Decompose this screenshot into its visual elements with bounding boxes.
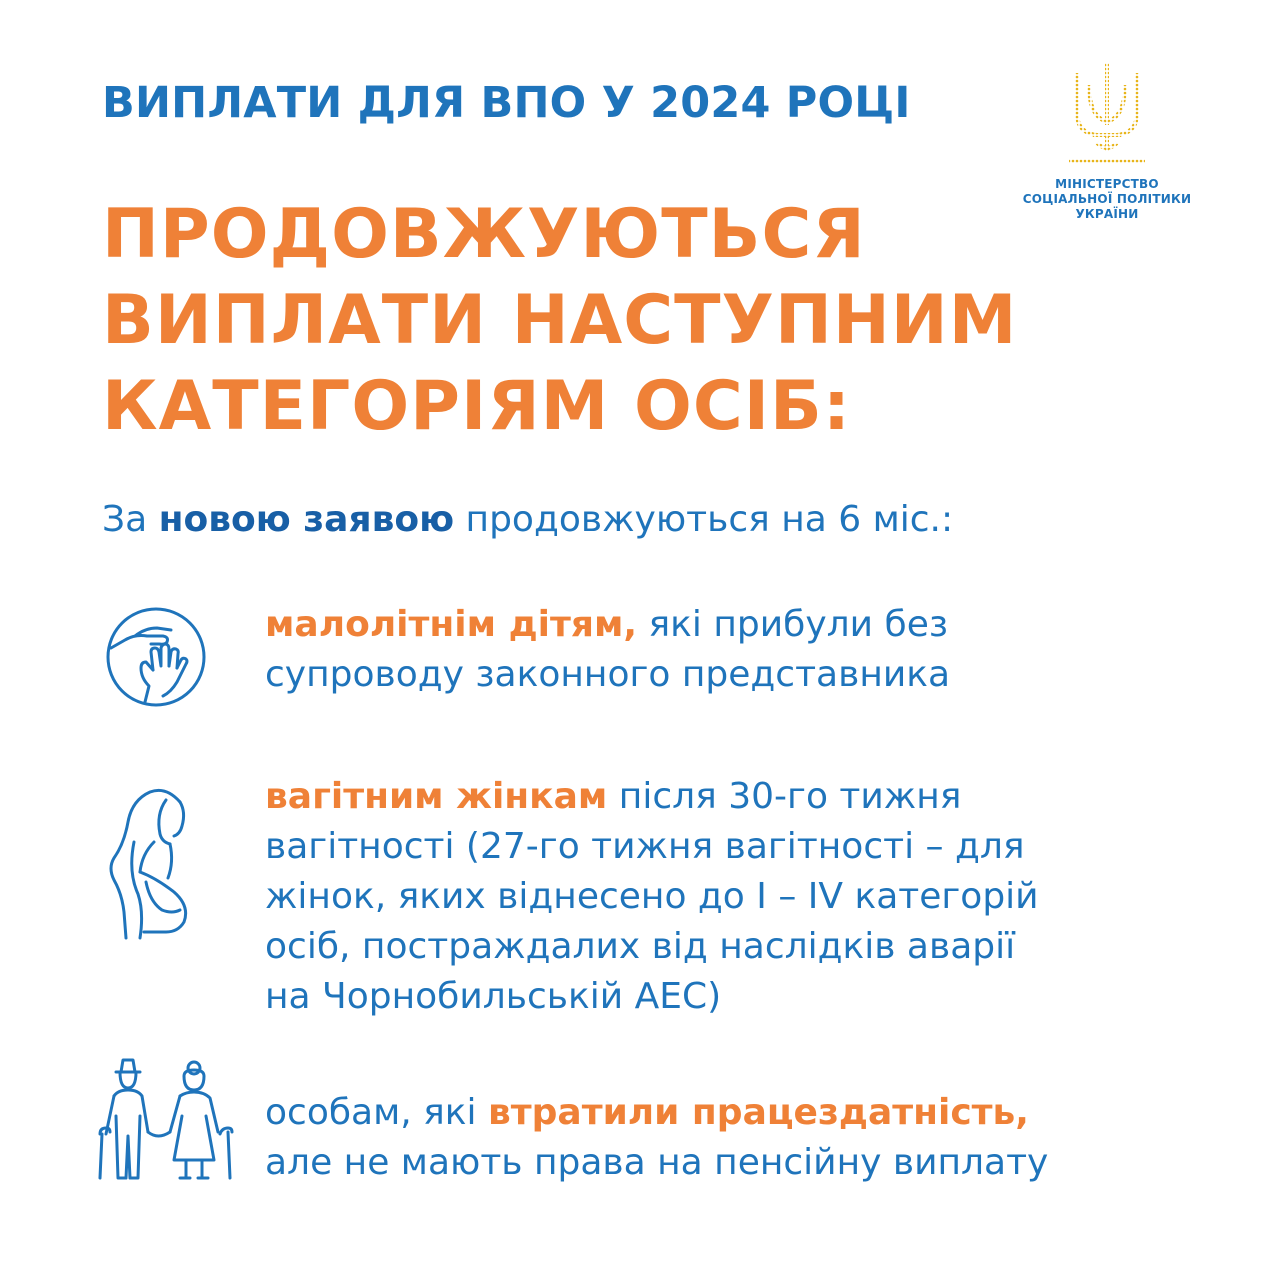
item-pregnant: [265, 772, 1039, 1022]
intro-suffix: продовжуються на 6 міс.:: [454, 499, 954, 540]
headline-line2: ВИПЛАТИ НАСТУПНИМ: [102, 281, 1018, 360]
item-children-rest: які прибули без: [637, 604, 948, 645]
item-pregnant-highlight: вагітним жінкам: [265, 776, 608, 817]
item-children-line2: супроводу законного представника: [265, 654, 951, 695]
item-pregnant-line5: на Чорнобильській АЕС): [265, 976, 722, 1017]
item-disabled-line2: але не мають права на пенсійну виплату: [265, 1142, 1049, 1183]
item-pregnant-rest: після 30-го тижня: [607, 776, 962, 817]
pregnant-woman-icon: [104, 782, 204, 942]
item-disabled-highlight: втратили працездатність,: [488, 1092, 1029, 1133]
item-pregnant-line3: жінок, яких віднесено до І – IV категорій: [265, 876, 1039, 917]
intro-line: [102, 496, 953, 544]
logo-text-line1: МІНІСТЕРСТВО: [1055, 177, 1159, 191]
item-disabled: [265, 1088, 1048, 1188]
top-title: ВИПЛАТИ ДЛЯ ВПО У 2024 РОЦІ: [102, 78, 911, 128]
item-pregnant-line2: вагітності (27-го тижня вагітності – для: [265, 826, 1025, 867]
intro-emphasis: новою заявою: [158, 499, 455, 540]
headline-line3: КАТЕГОРІЯМ ОСІБ:: [102, 367, 852, 446]
item-pregnant-line4: осіб, постраждалих від наслідків аварії: [265, 926, 1016, 967]
ministry-logo: [1022, 55, 1192, 235]
headline-line1: ПРОДОВЖУЮТЬСЯ: [102, 195, 866, 274]
helping-hands-icon: [105, 606, 207, 708]
item-children-highlight: малолітнім дітям,: [265, 604, 638, 645]
intro-prefix: За: [102, 499, 159, 540]
item-children: [265, 600, 950, 700]
logo-text-line2: СОЦІАЛЬНОЇ ПОЛІТИКИ: [1022, 192, 1192, 206]
elderly-couple-icon: [96, 1056, 238, 1182]
trident-emblem-icon: [1067, 55, 1147, 165]
headline: [102, 192, 1017, 450]
item-disabled-prefix: особам, які: [265, 1092, 488, 1133]
logo-text-line3: УКРАЇНИ: [1075, 207, 1139, 221]
